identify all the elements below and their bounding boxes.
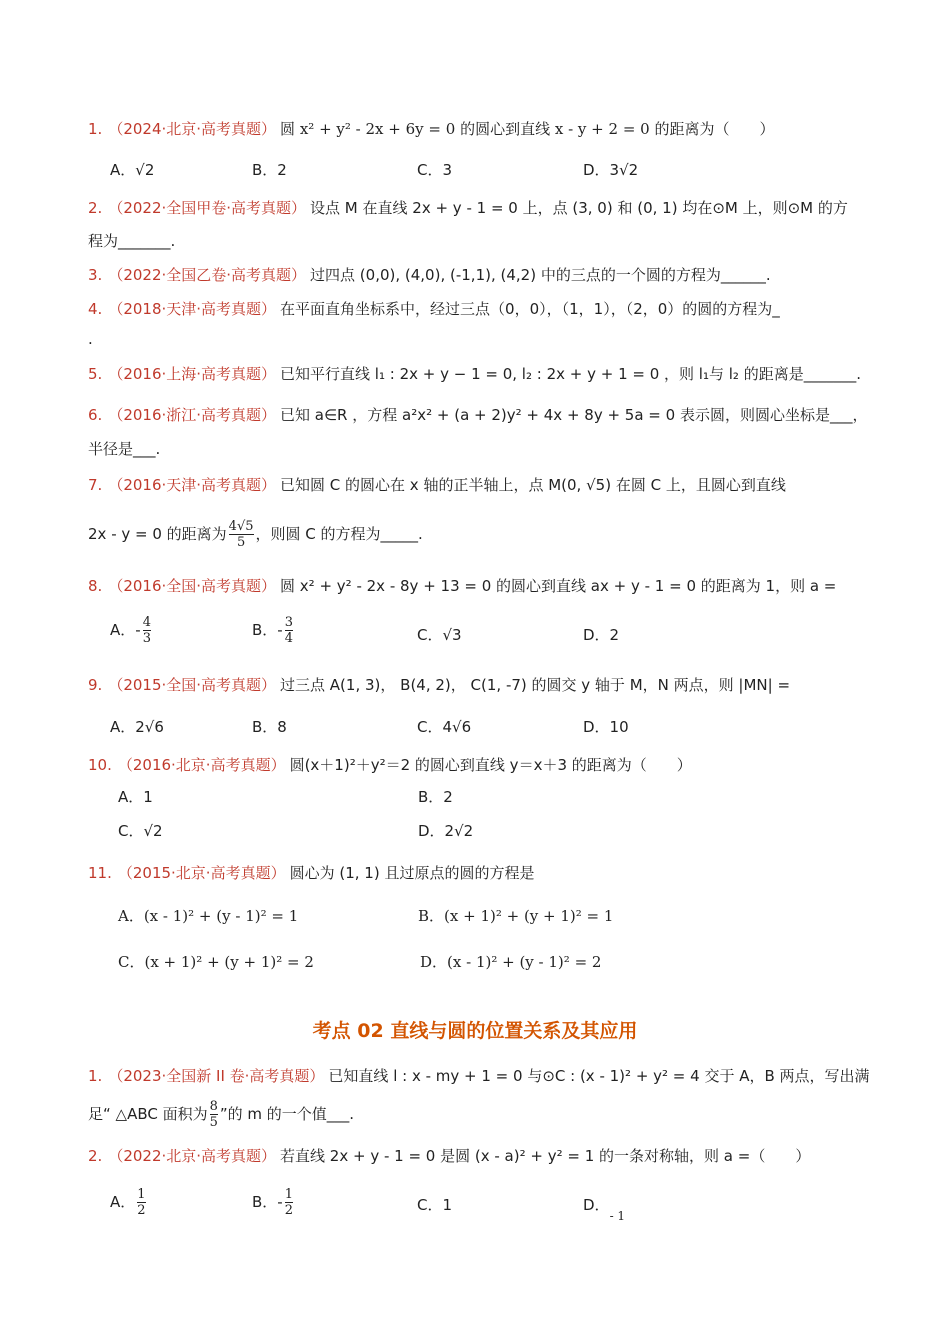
question-source: （2016·浙江·高考真题） [108,406,277,424]
option-a [110,1184,148,1220]
question-6 [88,404,890,426]
option-b: B．2 [252,161,287,179]
question-text: ”的 m 的一个值___. [219,1105,355,1123]
fraction [285,1187,293,1218]
question-7 [88,474,890,496]
circle-equation: x² + y² - 2x + 6y = 0 [299,120,456,138]
question-source: （2022·全国甲卷·高考真题） [108,199,307,217]
option-label: D． [583,1196,610,1214]
question-text: 若直线 2x + y - 1 = 0 是圆 (x - a)² + y² = 1 的一条对称轴，则 a =（ ） [280,1147,811,1165]
fraction-numerator: 4√5 [228,519,254,534]
question-number: 2. [88,1147,103,1165]
question-text: 在平面直角坐标系中，经过三点（0，0），（1，1），（2，0）的圆的方程为_ [280,300,780,318]
fraction-denominator: 5 [209,1115,218,1130]
question-text: 圆 [280,120,296,138]
option-b: B．2 [418,788,453,806]
option-c: C．(x + 1)² + (y + 1)² = 2 [118,953,314,971]
question-source: （2015·北京·高考真题） [117,864,286,882]
option-b [252,612,295,648]
question-text: 2x - y = 0 的距离为 [88,525,227,543]
question-number: 2. [88,199,103,217]
question-text: 已知 a∈R ，方程 a²x² + (a + 2)y² + 4x + 8y + 5a = 0 表示圆，则圆心坐标是___， [280,406,868,424]
fraction [285,615,293,646]
question-text: 过四点 (0,0), (4,0), (-1,1), (4,2) 中的三点的一个圆的方程为______. [310,266,771,284]
option-c: C．4√6 [417,718,472,736]
question-text: 已知圆 C 的圆心在 x 轴的正半轴上，点 M(0, √5) 在圆 C 上，且圆心到直线 [280,476,786,494]
minus-sign: - [277,1193,283,1211]
question-text: 已知平行直线 l₁ : 2x + y − 1 = 0, l₂ : 2x + y + 1 = 0 ，则 l₁与 l₂ 的距离是_______. [280,365,861,383]
option-a: A．√2 [110,161,155,179]
fraction-numerator: 1 [284,1187,293,1202]
question-11 [88,862,890,884]
option-b: B．8 [252,718,287,736]
section2-question-1-cont [88,1092,890,1136]
fraction-denominator: 5 [236,535,246,550]
question-number: 1. [88,120,103,138]
question-4 [88,298,890,320]
option-a: A．2√6 [110,718,164,736]
question-number: 7. [88,476,103,494]
question-text: 已知直线 l : x - my + 1 = 0 与⊙C : (x - 1)² + y² = 4 交于 A，B 两点，写出满 [328,1067,870,1085]
question-number: 9. [88,676,103,694]
option-label: A． [110,1193,136,1211]
section2-question-1 [88,1065,890,1087]
fraction [143,615,151,646]
question-3 [88,264,890,286]
option-label: B． [252,621,278,639]
question-text: 的圆心到直线 [460,120,551,138]
question-number: 1. [88,1067,103,1085]
question-source: （2024·北京·高考真题） [108,120,277,138]
fraction-denominator: 2 [137,1203,146,1218]
option-c: C．3 [417,161,453,179]
question-text: 足“ △ABC 面积为 [88,1105,208,1123]
option-value: - 1 [609,1209,626,1223]
fraction-denominator: 3 [142,631,151,646]
question-number: 11. [88,864,112,882]
question-7-cont [88,512,890,556]
minus-sign: - [277,621,283,639]
question-text: ，则圆 C 的方程为_____. [255,525,423,543]
question-source: （2016·北京·高考真题） [117,756,286,774]
option-d: D．2 [583,626,620,644]
minus-sign: - [135,621,141,639]
question-number: 10. [88,756,112,774]
question-number: 6. [88,406,103,424]
question-number: 4. [88,300,103,318]
question-source: （2022·全国乙卷·高考真题） [108,266,307,284]
fraction-numerator: 1 [137,1187,146,1202]
question-2-cont: 程为_______. [88,232,176,250]
fraction-numerator: 8 [209,1099,218,1114]
question-5 [88,363,890,385]
option-c: C．√3 [417,626,462,644]
option-d: D．2√2 [418,822,474,840]
fraction [229,519,254,550]
question-source: （2016·全国·高考真题） [108,577,277,595]
question-source: （2022·北京·高考真题） [108,1147,277,1165]
fraction-denominator: 2 [284,1203,293,1218]
option-d [583,1194,626,1223]
section2-question-2 [88,1145,890,1167]
question-6-cont: 半径是___. [88,440,161,458]
question-text: 圆心为 (1, 1) 且过原点的圆的方程是 [289,864,535,882]
fraction-numerator: 4 [142,615,151,630]
option-d: D．3√2 [583,161,639,179]
option-d: D．(x - 1)² + (y - 1)² = 2 [420,953,602,971]
question-text: 过三点 A(1, 3)， B(4, 2)， C(1, -7) 的圆交 y 轴于 M，N 两点，则 |MN| = [280,676,791,694]
question-1 [88,118,890,140]
option-a: A．1 [118,788,153,806]
question-number: 8. [88,577,103,595]
fraction-denominator: 4 [284,631,293,646]
fraction [210,1099,218,1130]
question-4-cont: . [88,330,93,348]
option-c: C．1 [417,1196,453,1214]
question-number: 3. [88,266,103,284]
question-9 [88,674,890,696]
option-a: A．(x - 1)² + (y - 1)² = 1 [118,907,299,925]
line-equation: x - y + 2 = 0 [554,120,650,138]
question-source: （2016·天津·高考真题） [108,476,277,494]
option-b: B．(x + 1)² + (y + 1)² = 1 [418,907,614,925]
question-number: 5. [88,365,103,383]
option-b [252,1184,295,1220]
question-text: 设点 M 在直线 2x + y - 1 = 0 上，点 (3, 0) 和 (0, 1) 均在⊙M 上，则⊙M 的方 [310,199,848,217]
option-label: B． [252,1193,278,1211]
option-a [110,612,153,648]
question-source: （2018·天津·高考真题） [108,300,277,318]
fraction [137,1187,145,1218]
option-label: A． [110,621,136,639]
question-2 [88,197,890,219]
question-10 [88,754,890,776]
question-source: （2016·上海·高考真题） [108,365,277,383]
fraction-numerator: 3 [284,615,293,630]
question-text: 的距离为（ ） [654,120,775,138]
section-title: 考点 02 直线与圆的位置关系及其应用 [312,1020,638,1042]
option-d: D．10 [583,718,629,736]
question-8 [88,575,890,597]
question-source: （2015·全国·高考真题） [108,676,277,694]
question-text: 圆(x＋1)²＋y²＝2 的圆心到直线 y＝x＋3 的距离为（ ） [289,756,692,774]
question-source: （2023·全国新 II 卷·高考真题） [108,1067,325,1085]
option-c: C．√2 [118,822,163,840]
question-text: 圆 x² + y² - 2x - 8y + 13 = 0 的圆心到直线 ax + y - 1 = 0 的距离为 1，则 a = [280,577,837,595]
